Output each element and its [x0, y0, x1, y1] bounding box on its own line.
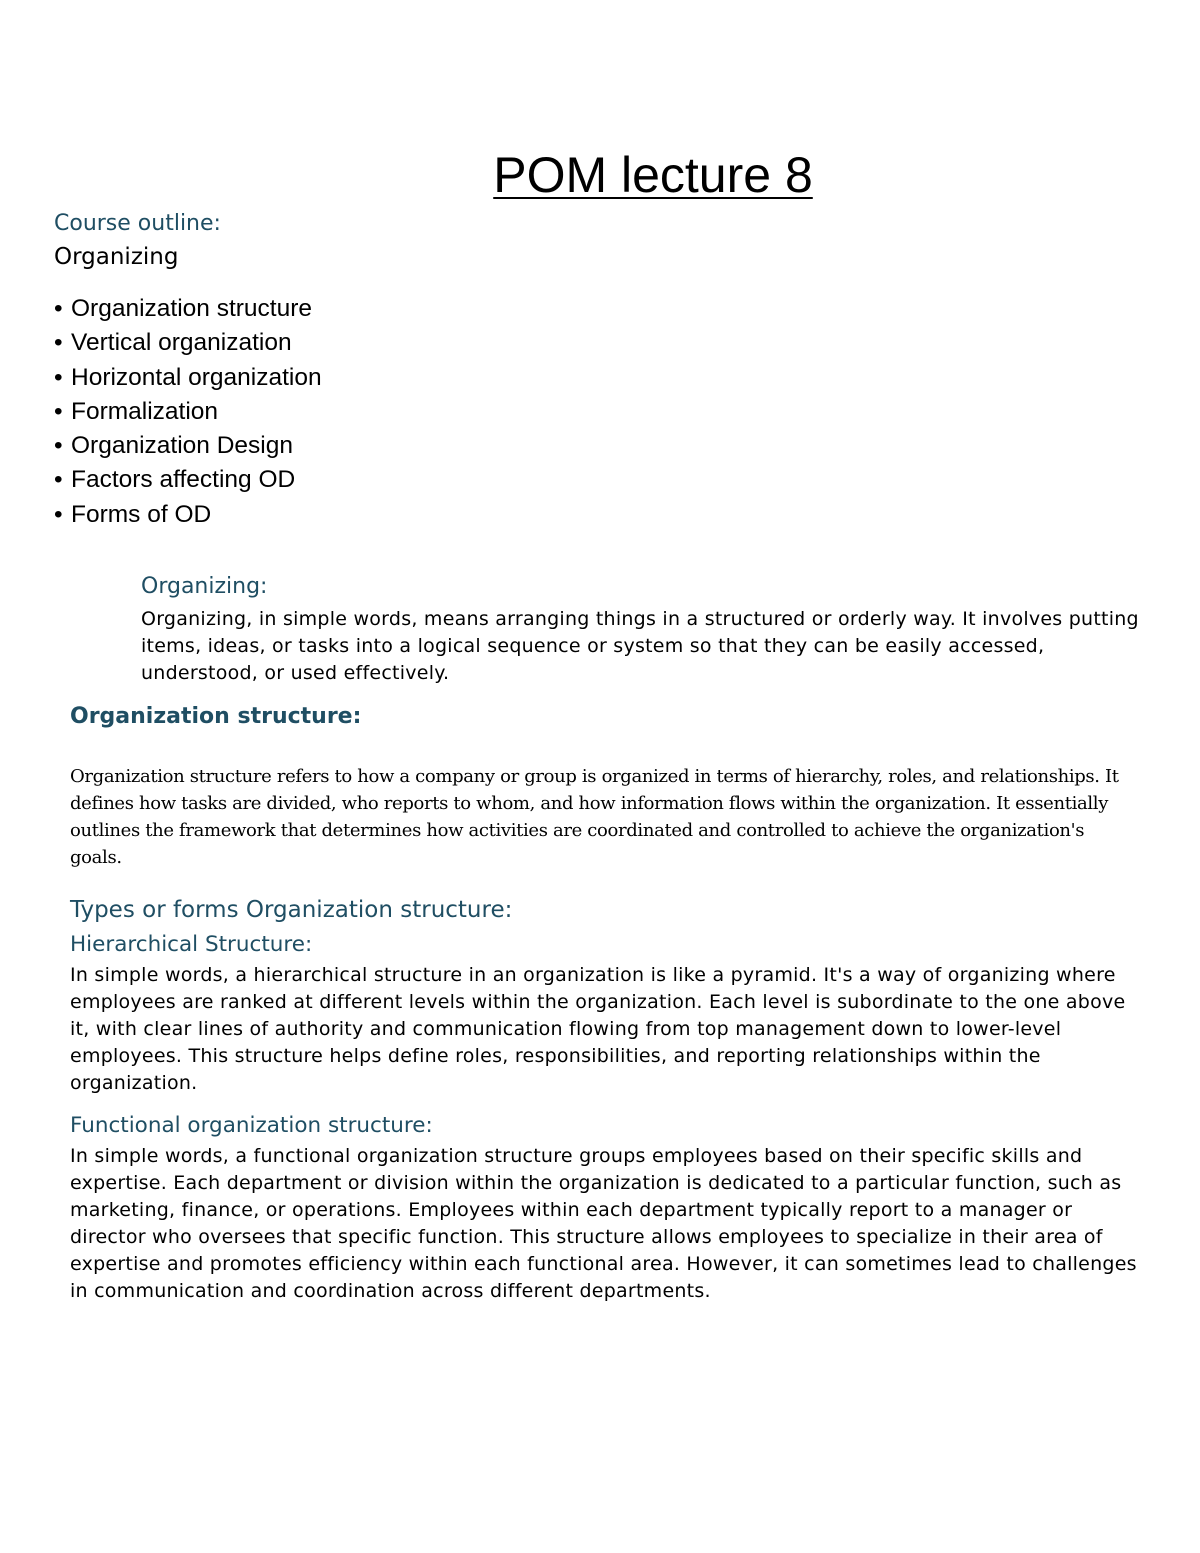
list-item	[54, 292, 322, 326]
organizing-definition: Organizing, in simple words, means arranging things in a structured or orderly way. It involves putting items, ideas, or tasks into a logical sequence or system so that they can be easily accessed, understood, or used effectively.	[141, 608, 1139, 684]
bullet-icon: •	[54, 432, 63, 460]
hierarchical-structure-definition: In simple words, a hierarchical structure in an organization is like a pyramid. It's a way of organizing where employees are ranked at different levels within the organization. Each level is subordinate to the one above it, with clear lines of authority and communication flowing from top management down to lower-level employees. This structure helps define roles, responsibilities, and reporting relationships within the organization.	[70, 964, 1126, 1094]
bullet-icon: •	[54, 397, 63, 425]
types-heading: Types or forms Organization structure:	[70, 897, 513, 923]
course-outline-label: Course outline:	[54, 211, 221, 236]
course-outline-list	[54, 292, 322, 532]
list-item-label: Forms of OD	[71, 500, 212, 528]
list-item-label: Factors affecting OD	[71, 466, 296, 494]
course-outline-subtitle: Organizing	[54, 244, 179, 270]
list-item-label: Horizontal organization	[71, 363, 322, 391]
bullet-icon: •	[54, 466, 63, 494]
organizing-heading: Organizing:	[141, 574, 268, 599]
functional-structure-definition: In simple words, a functional organization structure groups employees based on their specific skills and expertise. Each department or division within the organization is dedicated to a particular function, such as marketing, finance, or operations. Employees within each department typically report to a manager or director who oversees that specific function. This structure allows employees to specialize in their area of expertise and promotes efficiency within each functional area. However, it can sometimes lead to challenges in communication and coordination across different departments.	[70, 1145, 1137, 1302]
list-item-label: Formalization	[71, 397, 219, 425]
list-item-label: Organization Design	[71, 432, 293, 460]
list-item	[54, 498, 322, 532]
page-title: POM lecture 8	[493, 147, 813, 203]
list-item	[54, 395, 322, 429]
bullet-icon: •	[54, 500, 63, 528]
list-item	[54, 429, 322, 463]
list-item	[54, 326, 322, 360]
list-item-label: Organization structure	[71, 295, 313, 322]
bullet-icon: •	[54, 363, 63, 391]
functional-structure-heading: Functional organization structure:	[70, 1113, 433, 1138]
bullet-icon: •	[54, 295, 63, 322]
organization-structure-definition: Organization structure refers to how a company or group is organized in terms of hierarchy, roles, and relationships. It defines how tasks are divided, who reports to whom, and how information flows within the organization. It essentially outlines the framework that determines how activities are coordinated and controlled to achieve the organization's goals.	[70, 766, 1119, 868]
list-item	[54, 463, 322, 497]
organization-structure-heading: Organization structure:	[70, 704, 362, 729]
list-item	[54, 361, 322, 395]
bullet-icon: •	[54, 329, 63, 357]
hierarchical-structure-heading: Hierarchical Structure:	[70, 932, 313, 957]
list-item-label: Vertical organization	[71, 329, 292, 357]
